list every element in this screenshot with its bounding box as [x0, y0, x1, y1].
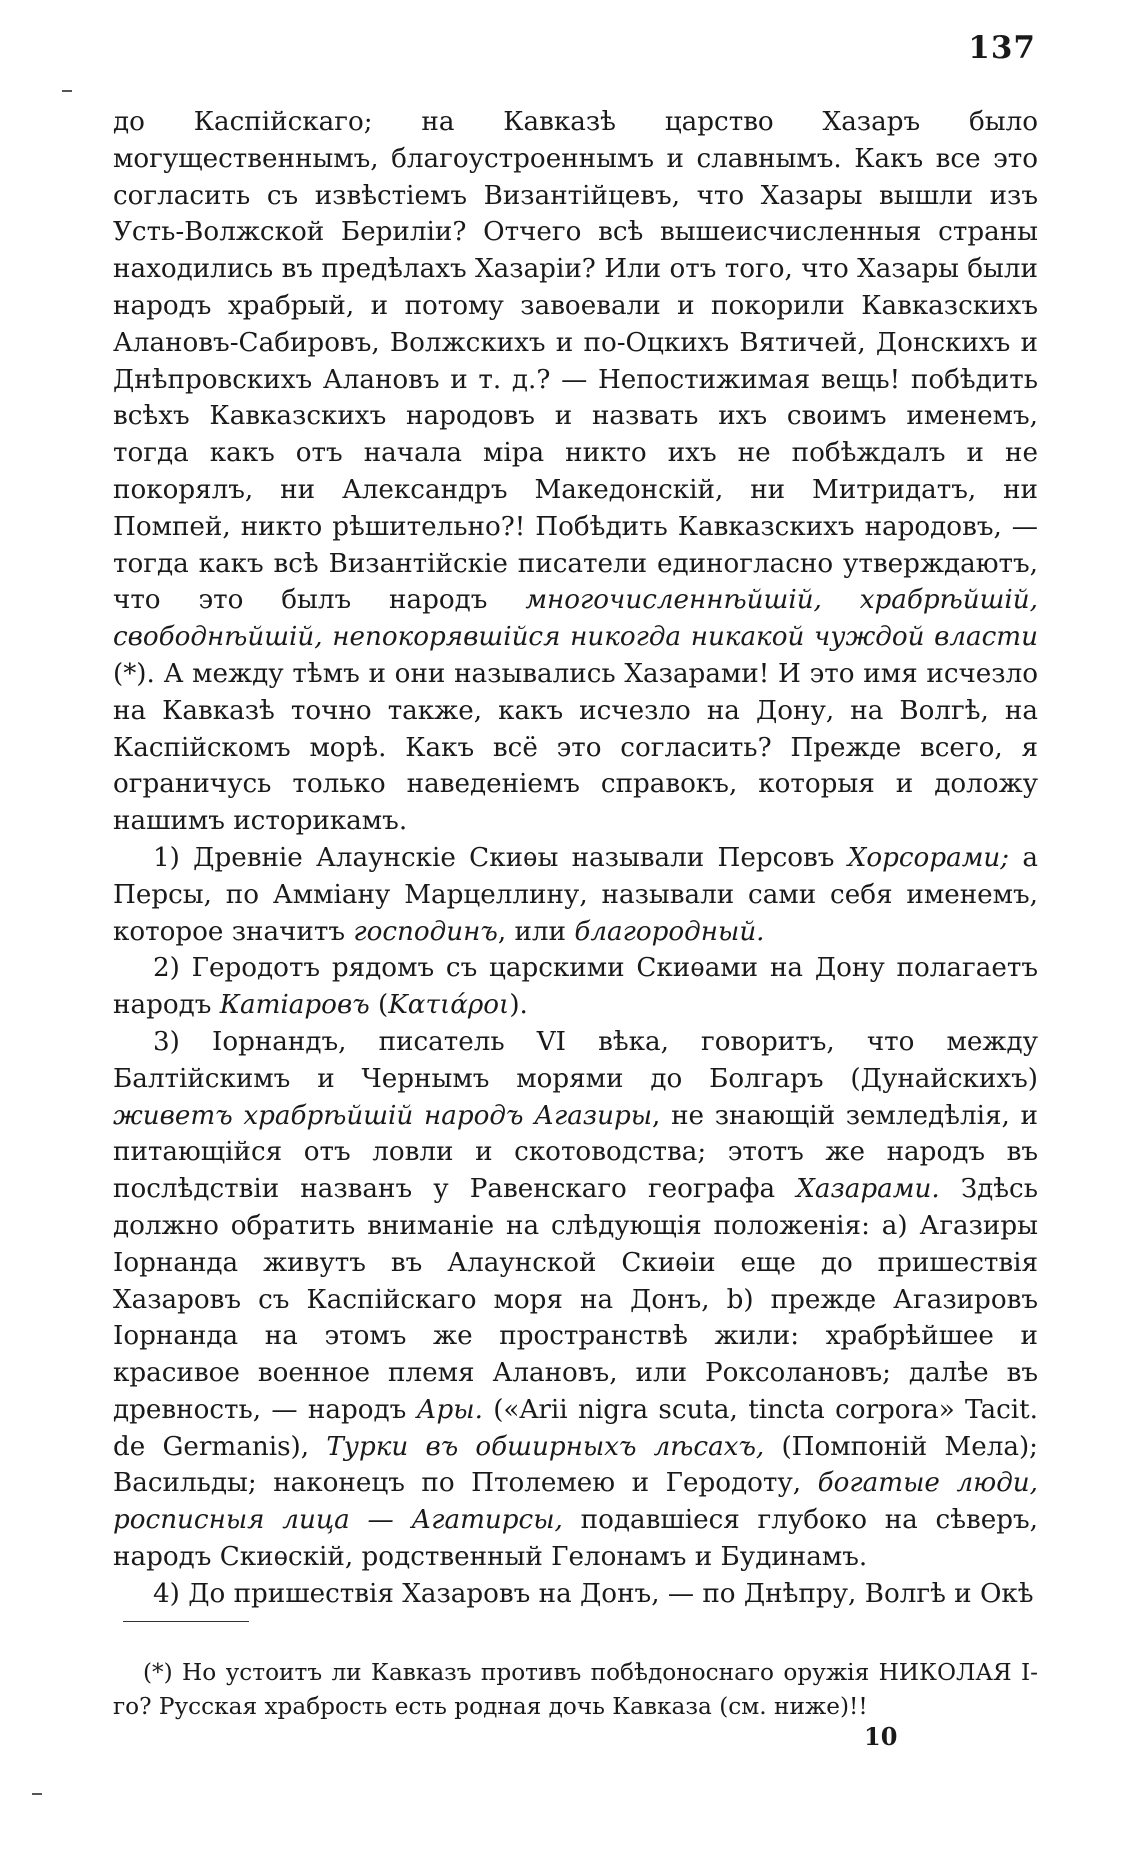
italic-phrase: богатые люди, росписныя лица — Агатирсы,	[113, 1468, 1038, 1536]
italic-phrase: Хазарами.	[796, 1174, 940, 1205]
text-run: 1) Древнiе Алаунскiе Скиѳы называли Персовъ	[153, 842, 848, 873]
italic-phrase: Хорсорами;	[847, 842, 1010, 873]
footnote-divider	[123, 1621, 249, 1622]
paragraph	[113, 1024, 1038, 1576]
paragraph	[113, 1576, 1038, 1613]
text-run: Здѣсь должно обратить вниманiе на слѣдующiя положенiя: a) Агазиры Iорнанда живутъ въ Алаунской Скиѳiи еще до пришествiя Хазаровъ съ Каспiйскаго моря на Донъ, b) прежде Агазировъ Iорнанда на этомъ же пространствѣ жили: храбрѣйшее и красивое военное племя Алановъ, или Роксолановъ; далѣе въ древность, — народъ	[113, 1174, 1038, 1425]
text-run: 4) До пришествiя Хазаровъ на Донъ, — по Днѣпру, Волгѣ и Окѣ	[153, 1578, 1034, 1609]
italic-phrase: Катiаровъ	[219, 990, 370, 1021]
italic-phrase: Турки въ обширныхъ лѣсахъ,	[326, 1431, 765, 1462]
print-speck	[32, 1793, 42, 1795]
text-run: , или	[497, 916, 575, 947]
italic-phrase: Κατιάροι	[388, 990, 510, 1021]
italic-phrase: живетъ храбрѣйшiй народъ Агазиры	[113, 1100, 653, 1131]
italic-phrase: Ары.	[416, 1394, 483, 1425]
text-run: до Каспiйскаго; на Кавказѣ царство Хазаръ было могущественнымъ, благоустроеннымъ и славнымъ. Какъ все это согласить съ извѣстiемъ Византiйцевъ, что Хазары вышли изъ Усть-Волжской Берилiи? Отчего всѣ вышеисчисленныя страны находились въ предѣлахъ Хазарiи? Или отъ того, что Хазары были народъ храбрый, и потому завоевали и покорили Кавказскихъ Алановъ-Сабировъ, Волжскихъ и по-Оцкихъ Вятичей, Донскихъ и Днѣпровскихъ Алановъ и т. д.? — Непостижимая вещь! побѣдить всѣхъ Кавказскихъ народовъ и назвать ихъ своимъ именемъ, тогда какъ отъ начала мiра никто ихъ не побѣждалъ и не покорялъ, ни Александръ Македонскiй, ни Митридатъ, ни Помпей, никто рѣшительно?! Побѣдить Кавказскихъ народовъ, — тогда какъ всѣ Византiйскiе писатели единогласно утверждаютъ, что это былъ народъ	[113, 107, 1038, 616]
italic-phrase: благородный.	[574, 916, 765, 947]
text-run: ).	[509, 990, 528, 1021]
text-run: 3) Iорнандъ, писатель VI вѣка, говоритъ, что между Балтiйскимъ и Чернымъ морями до Болгаръ (Дунайскихъ)	[113, 1026, 1038, 1094]
text-run: (*). А между тѣмъ и они назывались Хазарами! И это имя исчезло на Кавказѣ точно также, какъ исчезло на Дону, на Волгѣ, на Каспiйскомъ морѣ. Какъ всё это согласить? Прежде всего, я ограничусь только наведенiемъ справокъ, которыя и доложу нашимъ историкамъ.	[113, 658, 1038, 837]
italic-phrase: господинъ	[353, 916, 498, 947]
body-text	[113, 104, 1038, 1613]
print-speck	[62, 90, 72, 92]
paragraph	[113, 950, 1038, 1024]
signature-mark: 10	[864, 1722, 898, 1751]
paragraph	[113, 104, 1038, 840]
text-run: , не знающiй земледѣлiя, и питающiйся отъ ловли и скотоводства; этотъ же народъ въ послѣдствiи названъ у Равенскаго географа	[113, 1100, 1038, 1205]
text-run: 2) Геродотъ рядомъ съ царскими Скиѳами на Дону полагаетъ народъ	[113, 953, 1038, 1021]
footnote: (*) Но устоитъ ли Кавказъ противъ побѣдоноснаго оружiя НИКОЛАЯ I-го? Русская храбрость есть родная дочь Кавказа (см. ниже)!!	[113, 1659, 1038, 1720]
text-run: («Arii nigra scuta, tincta corpora» Tacit. de Germanis),	[113, 1394, 1038, 1462]
paragraph	[113, 840, 1038, 950]
text-run: подавшiеся глубоко на сѣверъ, народъ Скиѳскiй, родственный Гелонамъ и Будинамъ.	[113, 1505, 1038, 1573]
text-run: (Помпонiй Мела); Васильды; наконецъ по Птолемею и Геродоту,	[113, 1431, 1038, 1499]
text-run: (	[369, 990, 389, 1021]
italic-phrase: многочисленнѣйшiй, храбрѣйшiй, свободнѣйшiй, непокорявшiйся никогда никакой чуждой власти	[113, 585, 1038, 653]
page-number: 137	[968, 30, 1036, 66]
text-run: а Персы, по Амміану Марцеллину, называли сами себя именемъ, которое значитъ	[113, 842, 1038, 947]
